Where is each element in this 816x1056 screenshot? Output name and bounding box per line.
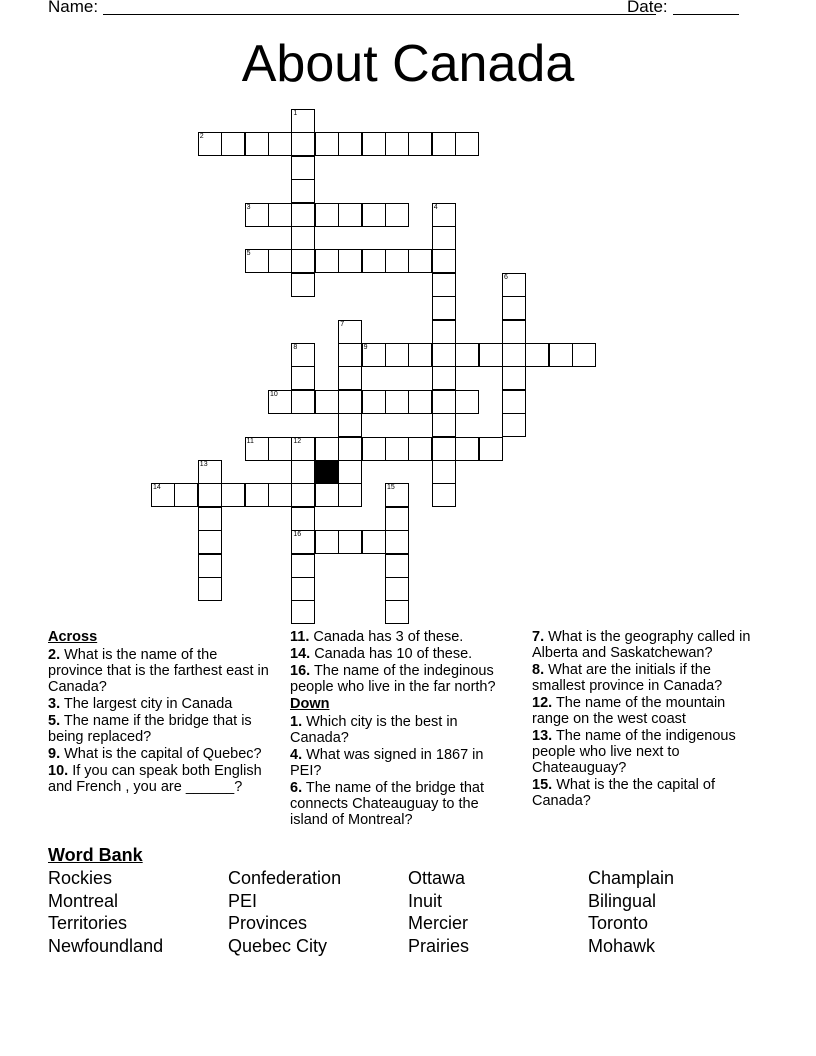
- grid-cell[interactable]: [245, 132, 269, 156]
- grid-cell[interactable]: [502, 296, 526, 320]
- grid-cell[interactable]: [385, 577, 409, 601]
- grid-cell[interactable]: [291, 156, 315, 180]
- grid-cell[interactable]: [268, 390, 292, 414]
- grid-cell[interactable]: [315, 249, 339, 273]
- grid-cell[interactable]: [291, 179, 315, 203]
- clue-num: 8.: [532, 662, 545, 678]
- grid-cell[interactable]: [408, 132, 432, 156]
- across-clue: [290, 629, 516, 645]
- clue-number: 6: [504, 273, 508, 281]
- grid-cell[interactable]: [549, 343, 573, 367]
- clue-num: 1.: [290, 714, 303, 730]
- grid-cell[interactable]: [502, 320, 526, 344]
- grid-cell[interactable]: [338, 460, 362, 484]
- grid-cell[interactable]: [362, 132, 386, 156]
- clue-number: 11: [246, 437, 254, 445]
- grid-cell[interactable]: [291, 554, 315, 578]
- clue-text: Which city is the best in Canada?: [290, 714, 458, 746]
- clue-num: 16.: [290, 663, 311, 679]
- clue-section-heading: Down: [290, 696, 330, 712]
- grid-cell[interactable]: [408, 343, 432, 367]
- grid-cell[interactable]: [362, 343, 386, 367]
- grid-cell[interactable]: [385, 530, 409, 554]
- grid-cell[interactable]: [385, 343, 409, 367]
- grid-cell[interactable]: [291, 226, 315, 250]
- grid-cell[interactable]: [385, 203, 409, 227]
- grid-cell[interactable]: [338, 203, 362, 227]
- grid-cell[interactable]: [385, 600, 409, 624]
- clue-num: 9.: [48, 746, 61, 762]
- grid-cell[interactable]: [291, 203, 315, 227]
- grid-cell[interactable]: [338, 530, 362, 554]
- name-label: Name:: [48, 0, 99, 16]
- across-clue: [48, 647, 274, 695]
- grid-cell[interactable]: [432, 483, 456, 507]
- grid-cell[interactable]: [362, 437, 386, 461]
- grid-cell[interactable]: [268, 483, 292, 507]
- grid-cell[interactable]: [338, 390, 362, 414]
- clue-text: The name of the bridge that connects Chateauguay to the island of Montreal?: [290, 780, 485, 828]
- clue-num: 2.: [48, 647, 61, 663]
- clues-column-3: [532, 629, 758, 810]
- grid-cell[interactable]: [502, 366, 526, 390]
- grid-cell[interactable]: [291, 600, 315, 624]
- word-bank-item: Provinces: [228, 913, 308, 934]
- word-bank-item: Newfoundland: [48, 936, 164, 957]
- grid-cell[interactable]: [315, 203, 339, 227]
- across-clue: [290, 646, 516, 662]
- grid-cell[interactable]: [432, 273, 456, 297]
- grid-cell[interactable]: [198, 483, 222, 507]
- clue-number: 9: [363, 344, 368, 351]
- grid-cell[interactable]: [315, 530, 339, 554]
- clue-number: 5: [246, 250, 251, 258]
- grid-cell[interactable]: [245, 437, 269, 461]
- word-bank-item: Bilingual: [588, 890, 657, 911]
- grid-cell[interactable]: [315, 390, 339, 414]
- page-title: About Canada: [241, 35, 575, 93]
- grid-cell[interactable]: [385, 132, 409, 156]
- grid-cell[interactable]: [338, 320, 362, 344]
- grid-cell[interactable]: [432, 320, 456, 344]
- clue-num: 7.: [532, 629, 545, 645]
- grid-cell[interactable]: [502, 273, 526, 297]
- grid-cell[interactable]: [198, 577, 222, 601]
- across-clue: [290, 663, 516, 695]
- grid-cell[interactable]: [338, 437, 362, 461]
- clue-num: 13.: [532, 728, 553, 744]
- grid-cell[interactable]: [572, 343, 596, 367]
- grid-cell[interactable]: [338, 132, 362, 156]
- grid-cell[interactable]: [245, 483, 269, 507]
- grid-cell[interactable]: [291, 249, 315, 273]
- grid-cell[interactable]: [315, 437, 339, 461]
- clue-number: 8: [293, 344, 298, 351]
- grid-cell[interactable]: [362, 390, 386, 414]
- clue-num: 3.: [48, 696, 61, 712]
- date-label: Date:: [627, 0, 668, 16]
- clue-text: The name of the indigenous people who live next to Chateauguay?: [532, 728, 736, 776]
- across-clue: [48, 696, 274, 712]
- grid-cell[interactable]: [291, 343, 315, 367]
- grid-cell[interactable]: [432, 343, 456, 367]
- down-clue: [532, 695, 758, 727]
- grid-cell[interactable]: [245, 203, 269, 227]
- grid-cell[interactable]: [432, 437, 456, 461]
- clue-text: The name of the mountain range on the west coast: [532, 695, 726, 727]
- grid-cell[interactable]: [221, 483, 245, 507]
- grid-cell[interactable]: [198, 530, 222, 554]
- grid-cell[interactable]: [432, 132, 456, 156]
- grid-cell[interactable]: [245, 249, 269, 273]
- word-bank-item: Champlain: [588, 868, 675, 888]
- word-bank-item: Mercier: [408, 913, 469, 934]
- word-bank-item: Toronto: [588, 913, 649, 934]
- word-bank-item: Montreal: [48, 890, 119, 911]
- grid-cell[interactable]: [291, 460, 315, 484]
- clue-text: What are the initials if the smallest province in Canada?: [532, 662, 723, 694]
- clue-text: The name of the indeginous people who live in the far north?: [290, 663, 496, 695]
- grid-cell[interactable]: [291, 437, 315, 461]
- grid-cell[interactable]: [455, 390, 479, 414]
- grid-cell[interactable]: [198, 460, 222, 484]
- down-clue: [532, 629, 758, 661]
- clue-number: 4: [433, 203, 438, 211]
- grid-cell[interactable]: [385, 390, 409, 414]
- grid-cell[interactable]: [315, 132, 339, 156]
- clues-column-1: [48, 629, 274, 796]
- clue-num: 4.: [290, 747, 303, 763]
- grid-cell[interactable]: [432, 366, 456, 390]
- clue-num: 14.: [290, 646, 311, 662]
- grid-cell[interactable]: [408, 390, 432, 414]
- grid-cell[interactable]: [338, 249, 362, 273]
- grid-cell[interactable]: [408, 437, 432, 461]
- grid-cell[interactable]: [385, 507, 409, 531]
- clue-number: 3: [246, 203, 251, 211]
- across-clue: [48, 746, 274, 762]
- grid-cell[interactable]: [408, 249, 432, 273]
- grid-cell[interactable]: [291, 132, 315, 156]
- grid-cell[interactable]: [198, 507, 222, 531]
- grid-cell[interactable]: [385, 249, 409, 273]
- grid-cell[interactable]: [291, 530, 315, 554]
- grid-cell[interactable]: [291, 366, 315, 390]
- grid-cell[interactable]: [432, 413, 456, 437]
- grid-cell[interactable]: [502, 413, 526, 437]
- grid-cell[interactable]: [362, 530, 386, 554]
- clue-text: Canada has 3 of these.: [313, 629, 464, 645]
- grid-cell[interactable]: [479, 343, 503, 367]
- word-bank-item: Ottawa: [408, 868, 466, 888]
- grid-cell[interactable]: [385, 483, 409, 507]
- clue-num: 12.: [532, 695, 553, 711]
- grid-cell[interactable]: [385, 554, 409, 578]
- grid-cell[interactable]: [291, 273, 315, 297]
- grid-cell[interactable]: [432, 390, 456, 414]
- clue-text: What is the the capital of Canada?: [532, 777, 715, 809]
- clues-column-2: [290, 629, 516, 829]
- clue-num: 15.: [532, 777, 553, 793]
- clue-number: 16: [293, 531, 302, 539]
- grid-cell[interactable]: [455, 132, 479, 156]
- black-square: [315, 460, 339, 484]
- grid-cell[interactable]: [291, 483, 315, 507]
- word-bank-title: Word Bank: [48, 845, 143, 865]
- grid-cell[interactable]: [455, 343, 479, 367]
- grid-cell[interactable]: [432, 226, 456, 250]
- clue-num: 6.: [290, 780, 303, 796]
- clue-number: 2: [199, 133, 204, 141]
- grid-cell[interactable]: [291, 109, 315, 133]
- grid-cell[interactable]: [338, 366, 362, 390]
- grid-cell[interactable]: [174, 483, 198, 507]
- word-bank-item: Territories: [48, 913, 128, 934]
- word-bank-item: Prairies: [408, 936, 470, 957]
- down-clue: [290, 780, 516, 828]
- word-bank-item: Confederation: [228, 868, 342, 888]
- down-clue: [532, 777, 758, 809]
- grid-cell[interactable]: [432, 296, 456, 320]
- clue-number: 1: [293, 110, 298, 117]
- across-clue: [48, 763, 274, 795]
- grid-cell[interactable]: [385, 437, 409, 461]
- grid-cell[interactable]: [291, 577, 315, 601]
- grid-cell[interactable]: [432, 203, 456, 227]
- grid-cell[interactable]: [338, 413, 362, 437]
- grid-cell[interactable]: [502, 343, 526, 367]
- clue-number: 12: [293, 437, 302, 445]
- clue-section-heading: Across: [48, 629, 98, 645]
- word-bank-item: Mohawk: [588, 936, 656, 957]
- word-bank-item: Inuit: [408, 890, 443, 911]
- grid-cell[interactable]: [268, 132, 292, 156]
- clue-text: If you can speak both English and French , you are ______?: [48, 763, 262, 795]
- clue-text: The name if the bridge that is being replaced?: [48, 713, 252, 745]
- grid-cell[interactable]: [198, 132, 222, 156]
- grid-cell[interactable]: [432, 460, 456, 484]
- down-clue: [290, 714, 516, 746]
- grid-cell[interactable]: [268, 203, 292, 227]
- grid-cell[interactable]: [151, 483, 175, 507]
- clue-num: 11.: [290, 629, 310, 645]
- grid-cell[interactable]: [338, 483, 362, 507]
- clue-number: 7: [340, 320, 345, 328]
- clue-number: 15: [387, 484, 395, 492]
- grid-cell[interactable]: [455, 437, 479, 461]
- clue-number: 13: [199, 461, 208, 468]
- word-bank-item: Rockies: [48, 868, 113, 888]
- word-bank-item: Quebec City: [228, 936, 328, 957]
- word-bank-item: PEI: [228, 890, 258, 911]
- grid-cell[interactable]: [525, 343, 549, 367]
- grid-cell[interactable]: [362, 249, 386, 273]
- grid-cell[interactable]: [268, 437, 292, 461]
- grid-cell[interactable]: [291, 507, 315, 531]
- grid-cell[interactable]: [362, 203, 386, 227]
- clue-text: What was signed in 1867 in PEI?: [290, 747, 484, 779]
- clue-num: 10.: [48, 763, 69, 779]
- down-clue: [532, 728, 758, 776]
- clue-text: What is the geography called in Alberta and Saskatchewan?: [532, 629, 751, 661]
- grid-cell[interactable]: [221, 132, 245, 156]
- clue-number: 10: [270, 390, 278, 398]
- grid-cell[interactable]: [432, 249, 456, 273]
- grid-cell[interactable]: [315, 483, 339, 507]
- clue-text: What is the name of the province that is the farthest east in Canada?: [48, 647, 269, 695]
- clue-text: What is the capital of Quebec?: [64, 746, 262, 762]
- down-clue: [532, 662, 758, 694]
- grid-cell[interactable]: [198, 554, 222, 578]
- clue-number: 14: [153, 484, 161, 492]
- clue-text: The largest city in Canada: [63, 696, 233, 712]
- grid-cell[interactable]: [479, 437, 503, 461]
- clue-num: 5.: [48, 713, 61, 729]
- grid-cell[interactable]: [338, 343, 362, 367]
- down-clue: [290, 747, 516, 779]
- clue-text: Canada has 10 of these.: [314, 646, 473, 662]
- grid-cell[interactable]: [291, 390, 315, 414]
- across-clue: [48, 713, 274, 745]
- grid-cell[interactable]: [502, 390, 526, 414]
- grid-cell[interactable]: [268, 249, 292, 273]
